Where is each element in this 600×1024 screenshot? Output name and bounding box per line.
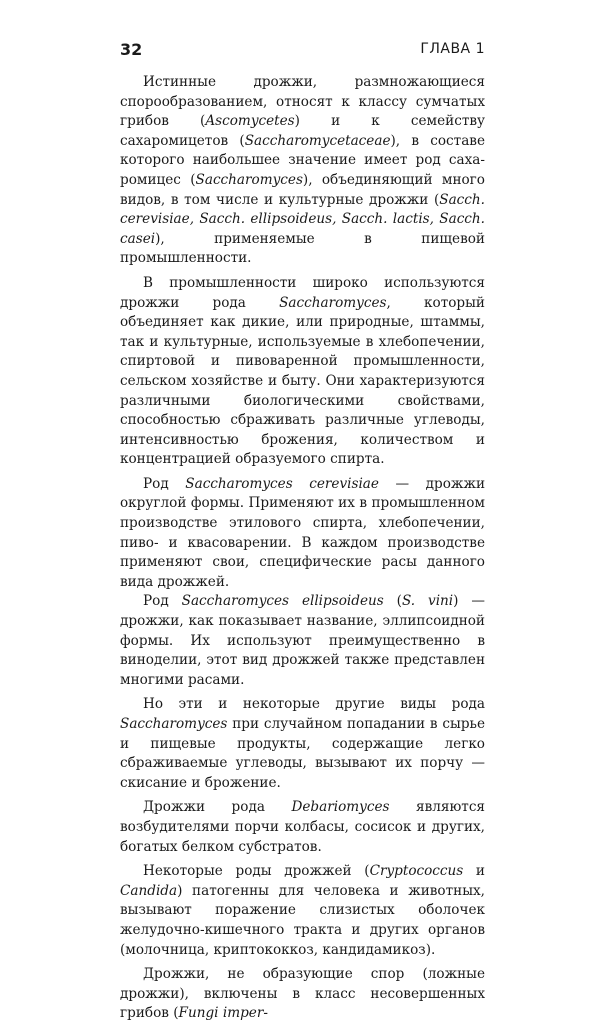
text-run: Некоторые роды дрожжей (: [143, 863, 370, 880]
text-run: и: [463, 863, 485, 880]
paragraph: [120, 798, 485, 857]
italic-term: Fungi imper-: [178, 1005, 268, 1022]
italic-term: Candida: [120, 882, 178, 899]
text-run: Истинные дрожжи, размножающиеся спорообразованием, относят к классу сумчатых грибов (: [120, 74, 485, 130]
text-run: ), в составе которого наибольшее значение имеет род сахаромицес (: [120, 132, 485, 188]
text-run: ) и к семейству сахаромицетов (: [120, 113, 486, 149]
text-run: ), объединяющий много видов, в том числе и культурные дрожжи (: [120, 171, 485, 208]
italic-term: Cryptococcus: [369, 863, 464, 880]
chapter-title: ГЛАВА 1: [420, 41, 485, 57]
italic-term: Saccharomyces cerevisiae: [185, 475, 379, 492]
paragraph: [120, 862, 485, 960]
paragraph: [120, 475, 485, 593]
paragraph: [120, 695, 485, 793]
italic-term: Saccharomycetaceae: [244, 132, 391, 149]
text-run: ) патогенны для человека и животных, вызывают поражение слизистых оболочек желудочно-кишечного тракта и других органов (молочница, криптококкоз, кандидамикоз).: [120, 882, 485, 958]
text-run: Род: [143, 475, 186, 492]
italic-term: Saccharomyces: [279, 294, 387, 311]
text-run: , который объединяет как дикие, или природные, штаммы, так и культурные, используемые в хлебопечении, спиртовой и пивоваренной промышленности, сельском хозяйстве и быту. Они характеризуются различными биологическими свойствами, способностью сбраживать различные углеводы, интенсивностью брожения, количеством и концентрацией образуемого спирта.: [120, 294, 485, 468]
italic-term: Sacch. cerevisiae, Sacch. ellipsoideus, Sacch. lactis, Sacch. casei: [120, 191, 485, 247]
text-run: Но эти и некоторые другие виды рода: [143, 696, 485, 713]
text-run: Род: [143, 593, 182, 610]
text-run: — дрожжи округлой формы. Применяют их в промышленном производстве этилового спирта, хлебопечении, пиво- и квасоварении. В каждом производстве применяют свои, специфические расы данного вида дрожжей.: [120, 475, 486, 590]
text-run: являются возбудителями порчи колбасы, сосисок и других, богатых белком субстратов.: [120, 799, 486, 855]
text-run: Дрожжи рода: [143, 799, 292, 816]
italic-term: Saccharomyces ellipsoideus: [181, 593, 384, 610]
italic-term: Ascomycetes: [205, 113, 295, 130]
text-run: Дрожжи, не образующие спор (ложные дрожжи), включены в класс несовершенных грибов (: [120, 966, 485, 1022]
running-header: [120, 40, 485, 60]
italic-term: Saccharomyces: [120, 716, 228, 732]
body-text: [120, 73, 485, 1024]
page-number: 32: [120, 40, 143, 59]
paragraph: [120, 965, 485, 1024]
text-run: В промышленности широко используются дрожжи рода: [120, 274, 485, 311]
text-run: (: [383, 593, 402, 610]
paragraph: [120, 73, 485, 269]
text-run: при случайном попадании в сырье и пищевые продукты, содержащие легко сбраживаемые углеводы, вызывают их порчу — скисание и брожение.: [120, 716, 485, 791]
text-run: ), применяемые в пищевой промышленности.: [120, 230, 485, 267]
paragraph: [120, 592, 485, 690]
italic-term: Debariomyces: [291, 799, 390, 816]
italic-term: Saccharomyces: [195, 171, 303, 188]
paragraph: [120, 274, 485, 470]
italic-term: S. vini: [401, 593, 454, 610]
text-run: ) — дрожжи, как показывает название, эллипсоидной формы. Их используют преимущественно в виноделии, этот вид дрожжей также представлен многими расами.: [120, 593, 485, 688]
